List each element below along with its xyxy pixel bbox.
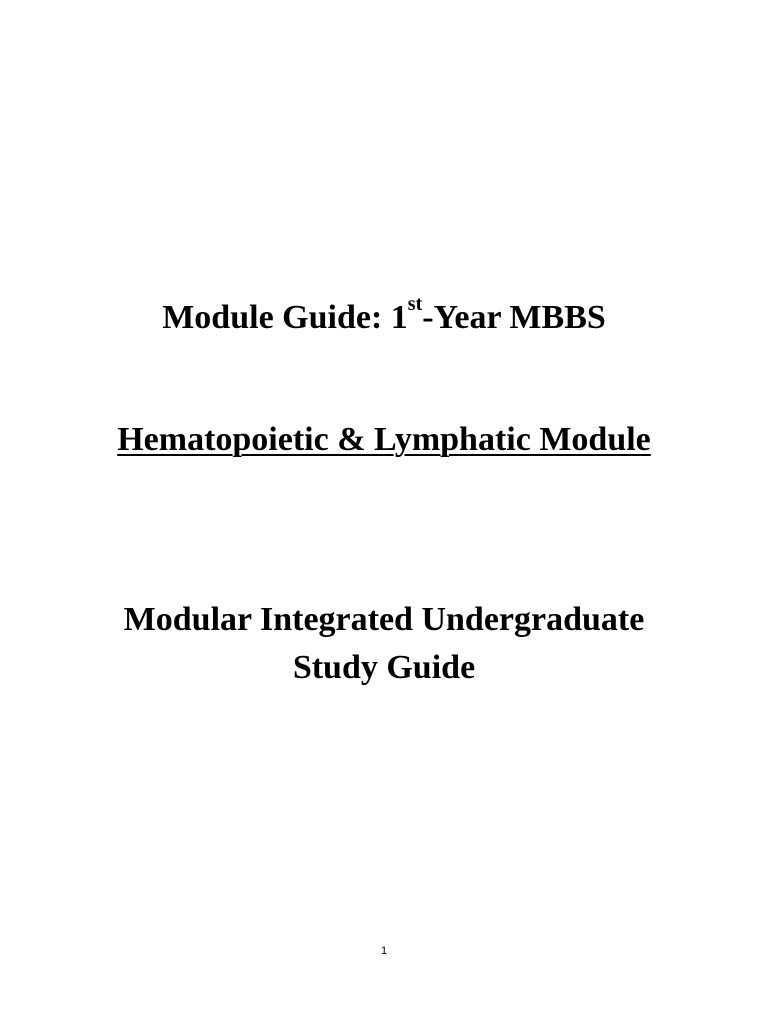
title-superscript: st	[407, 293, 423, 315]
subtitle-line-2: Study Guide	[292, 649, 476, 686]
title-suffix: -Year MBBS	[422, 299, 606, 336]
document-title	[0, 293, 768, 338]
module-name: Hematopoietic & Lymphatic Module	[117, 421, 651, 458]
title-prefix: Module Guide: 1	[162, 299, 408, 336]
page-number: 1	[380, 945, 388, 957]
module-name-heading	[0, 420, 768, 460]
subtitle-line-1: Modular Integrated Undergraduate	[123, 601, 645, 638]
